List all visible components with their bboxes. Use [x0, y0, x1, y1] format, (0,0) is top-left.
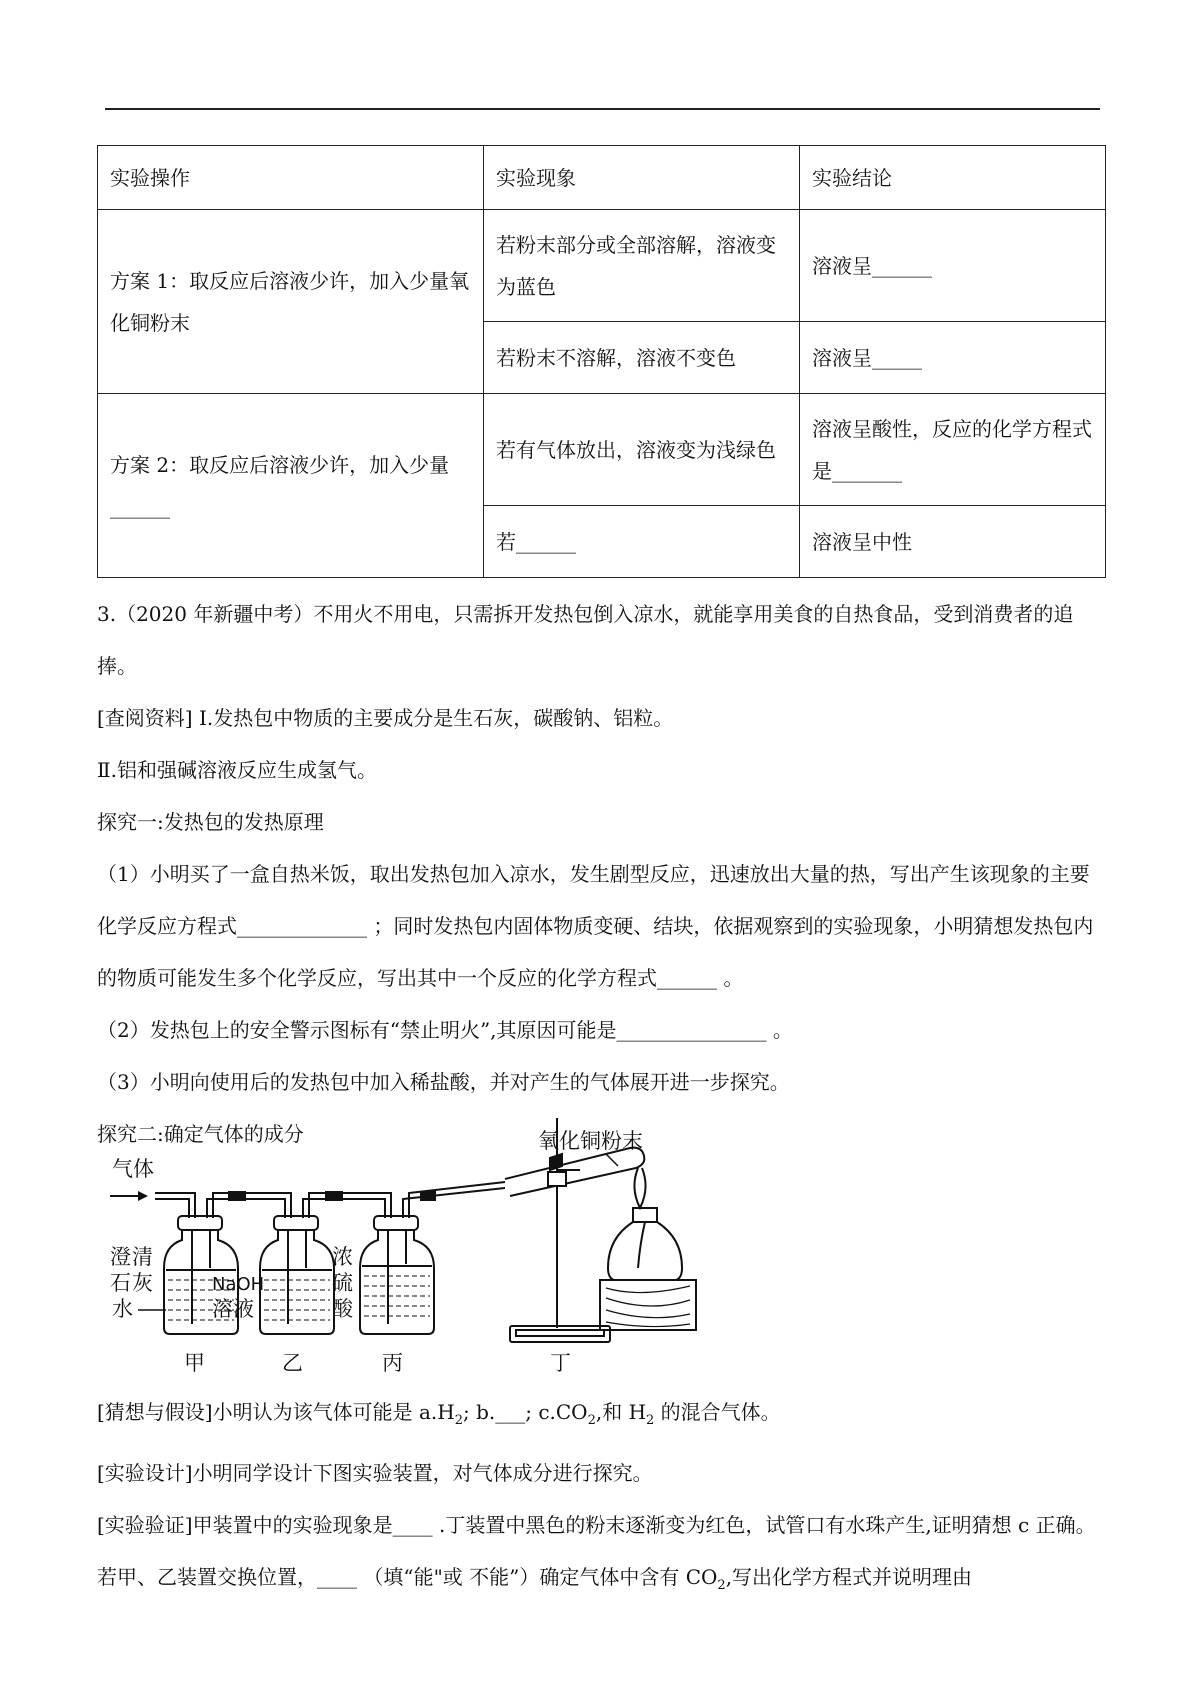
acid-label — [332, 1245, 354, 1321]
svg-text:酸: 酸 — [332, 1297, 353, 1321]
plan2-conclusion-1: 溶液呈酸性，反应的化学方程式是_______ — [800, 394, 1106, 506]
svg-text:澄: 澄 — [110, 1245, 131, 1269]
cuo-label: 氧化铜粉末 — [538, 1129, 643, 1153]
header-conclusion: 实验结论 — [800, 146, 1106, 210]
gas-label: 气体 — [112, 1157, 154, 1181]
naoh-solution-label: 溶液 — [212, 1297, 254, 1321]
svg-text:水: 水 — [112, 1297, 133, 1321]
question-block-1 — [97, 588, 1105, 1160]
explore-1-heading: 探究一:发热包的发热原理 — [97, 810, 324, 834]
plan2-operation: 方案 2：取反应后溶液少许，加入少量______ — [98, 394, 484, 578]
label-jia: 甲 — [184, 1351, 205, 1375]
plan1-phenomenon-2: 若粉末不溶解，溶液不变色 — [484, 322, 800, 394]
wooden-block — [600, 1280, 696, 1330]
verification: [实验验证]甲装置中的实验现象是____ .丁装置中黑色的粉末逐渐变为红色，试管口有水珠产生,证明猜想 c 正确。若甲、乙装置交换位置，____ （填“能"或 不能”）确定气体中含有 $CO_2$,写出化学方程式并说明理由 — [97, 1513, 1096, 1593]
hypothesis: [猜想与假设]小明认为该气体可能是 $a.H_2$; b.___; $c.CO_2$,和 $H_2$ 的混合气体。 — [97, 1400, 781, 1428]
liquid-lines-bing — [364, 1276, 430, 1316]
plan2-conclusion-2: 溶液呈中性 — [800, 506, 1106, 578]
header-operation: 实验操作 — [98, 146, 484, 210]
plan1-phenomenon-1: 若粉末部分或全部溶解，溶液变为蓝色 — [484, 210, 800, 322]
question-intro: 3.（2020 年新疆中考）不用火不用电，只需拆开发热包倒入凉水，就能享用美食的自热食品，受到消费者的追捧。 — [97, 602, 1074, 678]
plan1-conclusion-2: 溶液呈_____ — [800, 322, 1106, 394]
reference-1: [查阅资料] I.发热包中物质的主要成分是生石灰，碳酸钠、铝粒。 — [97, 706, 674, 730]
table-row — [98, 210, 1106, 322]
arrow-icon — [110, 1191, 148, 1201]
test-tube — [505, 1148, 644, 1196]
label-ding: 丁 — [550, 1351, 571, 1375]
question-1: （1）小明买了一盒自热米饭，取出发热包加入凉水，发生剧型反应，迅速放出大量的热，写出产生该现象的主要化学反应方程式_____________ ；同时发热包内固体物质变硬、结块，依据观察到的实验现象，小明猜想发热包内的物质可能发生多个化学反应，写出其中一个反应的化学方程式______ 。 — [97, 862, 1094, 990]
plan1-operation: 方案 1：取反应后溶液少许，加入少量氧化铜粉末 — [98, 210, 484, 394]
header-phenomenon: 实验现象 — [484, 146, 800, 210]
svg-text:清: 清 — [132, 1245, 153, 1269]
apparatus-diagram — [110, 1118, 730, 1380]
design: [实验设计]小明同学设计下图实验装置，对气体成分进行探究。 — [97, 1461, 653, 1485]
question-block-2 — [97, 1386, 1105, 1612]
plan2-phenomenon-1: 若有气体放出，溶液变为浅绿色 — [484, 394, 800, 506]
question-3: （3）小明向使用后的发热包中加入稀盐酸，并对产生的气体展开进一步探究。 — [97, 1070, 790, 1094]
plan1-conclusion-1: 溶液呈______ — [800, 210, 1106, 322]
liquid-lines-yi — [264, 1280, 330, 1320]
svg-text:浓: 浓 — [332, 1245, 353, 1269]
label-yi: 乙 — [282, 1351, 303, 1375]
question-2: （2）发热包上的安全警示图标有“禁止明火”,其原因可能是_______________ 。 — [97, 1018, 793, 1042]
header-rule — [105, 108, 1100, 110]
alcohol-lamp — [608, 1168, 682, 1280]
svg-text:石: 石 — [110, 1271, 131, 1295]
label-bing: 丙 — [382, 1351, 403, 1375]
svg-text:硫: 硫 — [332, 1271, 353, 1295]
table-header-row — [98, 146, 1106, 210]
experiment-table — [97, 145, 1106, 578]
svg-text:灰: 灰 — [132, 1271, 153, 1295]
reference-2: Ⅱ.铝和强碱溶液反应生成氢气。 — [97, 758, 377, 782]
bottle-yi — [260, 1216, 334, 1334]
plan2-phenomenon-2: 若______ — [484, 506, 800, 578]
explore-2-heading: 探究二:确定气体的成分 — [97, 1122, 304, 1146]
naoh-label: NaOH — [212, 1274, 265, 1295]
table-row — [98, 394, 1106, 506]
